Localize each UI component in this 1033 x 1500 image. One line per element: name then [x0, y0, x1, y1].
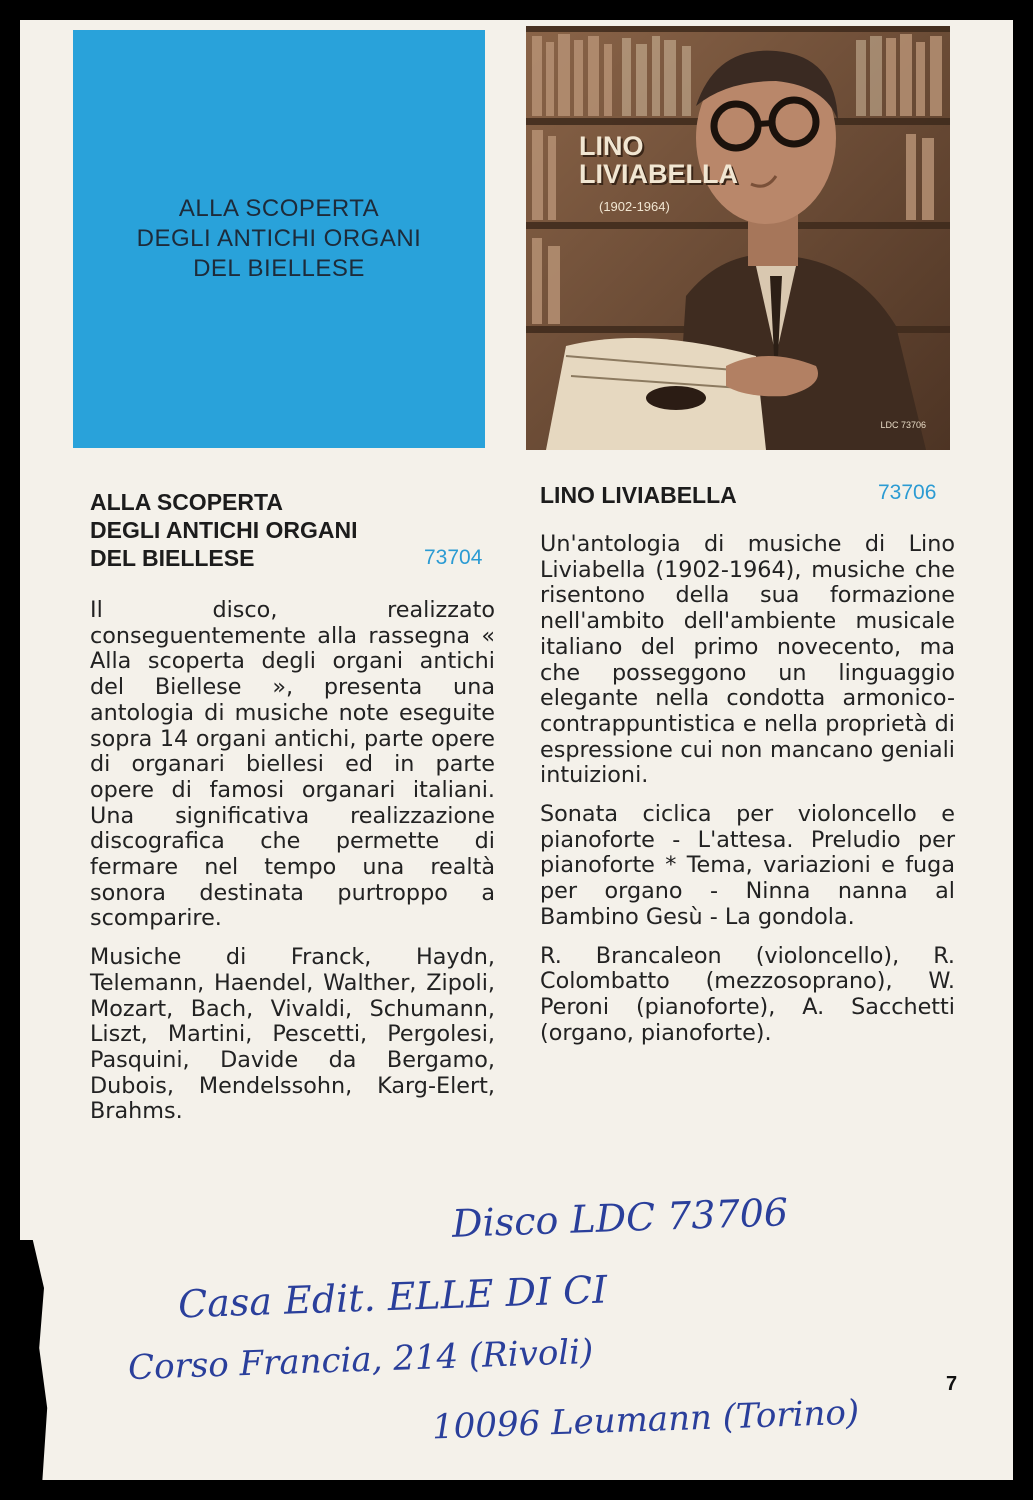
title-line: DEL BIELLESE — [90, 545, 255, 571]
cover-name-line: LIVIABELLA — [579, 159, 738, 189]
cover-years: (1902-1964) — [599, 199, 670, 214]
article-paragraph: Il disco, realizzato conseguentemente alla rassegna « Alla scoperta degli organi antichi del Biellese », presenta una antologia di musiche note eseguite sopra 14 organi antichi, parte opere di organari biellesi ed in parte opere di famosi organari italiani. Una significativa realizzazione discografica che permette di fermare nel tempo una realtà sonora destinata purtroppo a scomparire. — [90, 597, 495, 932]
right-catalog-number: 73706 — [878, 481, 937, 504]
handwritten-publisher: Casa Edit. ELLE DI CI — [177, 1267, 608, 1327]
portrait-illustration — [526, 26, 950, 450]
article-paragraph: Sonata ciclica per violoncello e pianoforte - L'attesa. Preludio per pianoforte * Tema, variazioni e fuga per organo - Ninna nanna al Bambino Gesù - La gondola. — [540, 801, 955, 930]
page-number: 7 — [946, 1373, 958, 1395]
article-paragraph: R. Brancaleon (violoncello), R. Colombatto (mezzosoprano), W. Peroni (pianoforte), A. Sacchetti (organo, pianoforte). — [540, 942, 955, 1046]
left-article-body — [90, 598, 495, 1138]
left-article-title — [90, 488, 357, 572]
cover-artist-name — [579, 132, 738, 188]
right-article-body — [540, 532, 955, 1059]
left-catalog-number: 73704 — [424, 546, 483, 569]
panel-title-line: DEL BIELLESE — [193, 255, 365, 282]
article-paragraph: Un'antologia di musiche di Lino Liviabella (1902-1964), musiche che risentono della sua formazione nell'ambito dell'ambiente musicale italiano del primo novecento, ma che posseggono un linguaggio elegante nella condotta armonico-contrappuntistica e nella proprietà di espressione cui non mancano geniali intuizioni. — [540, 531, 955, 789]
handwritten-disc-code: Disco LDC 73706 — [451, 1190, 789, 1246]
cover-name-line: LINO — [579, 131, 644, 161]
handwritten-street: Corso Francia, 214 (Rivoli) — [127, 1331, 594, 1389]
title-line: DEGLI ANTICHI ORGANI — [90, 517, 358, 543]
album-cover-photo — [526, 26, 950, 450]
right-article-title: LINO LIVIABELLA — [540, 482, 737, 508]
cover-catalog-code: LDC 73706 — [880, 420, 926, 430]
panel-title-line: ALLA SCOPERTA — [178, 195, 380, 222]
handwritten-city: 10096 Leumann (Torino) — [431, 1392, 860, 1448]
article-paragraph: Musiche di Franck, Haydn, Telemann, Haendel, Walther, Zipoli, Mozart, Bach, Vivaldi, Schumann, Liszt, Martini, Pescetti, Pergolesi, Pasquini, Davide da Bergamo, Dubois, Mendelssohn, Karg-Elert, Brahms. — [90, 944, 495, 1125]
title-line: ALLA SCOPERTA — [90, 489, 283, 515]
left-album-panel — [73, 30, 485, 448]
panel-title-line: DEGLI ANTICHI ORGANI — [136, 225, 422, 252]
